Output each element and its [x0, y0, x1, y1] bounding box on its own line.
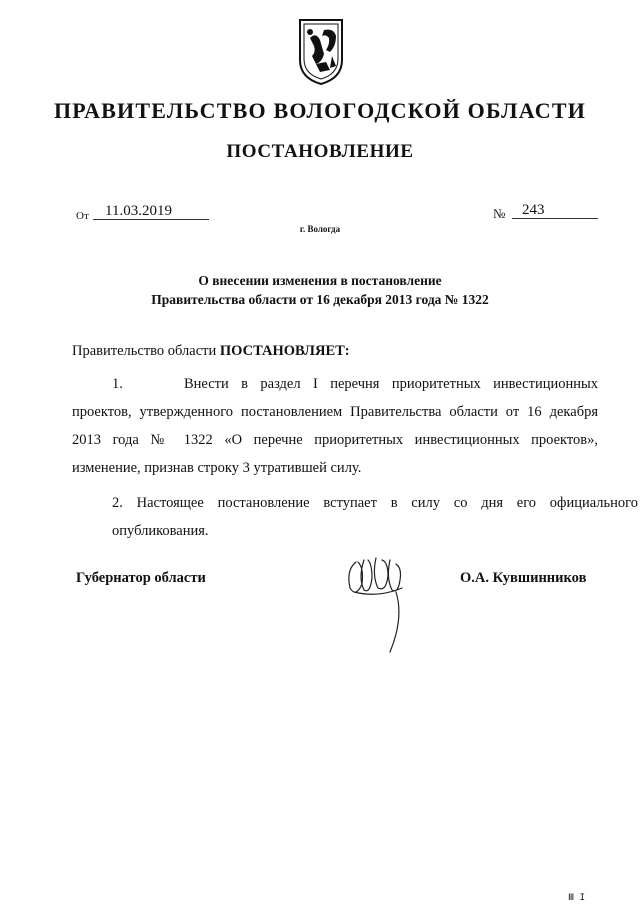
coat-of-arms-emblem	[296, 16, 346, 86]
subject-line-1: О внесении изменения в постановление	[198, 273, 442, 288]
preamble-text: Правительство области	[72, 343, 220, 359]
preamble-decree-word: ПОСТАНОВЛЯЕТ:	[219, 343, 350, 359]
paragraph-2: 2. Настоящее постановление вступает в силу со дня его официального опубликования.	[112, 495, 638, 539]
city-label: г. Вологда	[299, 224, 341, 234]
signatory-name: О.А. Кувшинников	[460, 570, 587, 586]
organization-title: ПРАВИТЕЛЬСТВО ВОЛОГОДСКОЙ ОБЛАСТИ	[53, 98, 587, 123]
signatory-position: Губернатор области	[76, 570, 206, 586]
subject-heading	[0, 271, 640, 309]
number-label: №	[493, 206, 506, 221]
date-value: 11.03.2019	[93, 202, 209, 220]
paragraph-1-number: 1.	[112, 376, 123, 392]
footer-mark: Ⅲ I	[568, 893, 586, 903]
preamble	[72, 343, 350, 360]
handwritten-signature	[342, 548, 412, 658]
paragraph-1-text: Внести в раздел I перечня приоритетных инвестиционных проектов, утвержденного постановлением Правительства области от 16 декабря 2013 года № 1322 «О перечне приоритетных инвестиционных проектов», изменение, признав строку 3 утратившей силу.	[72, 376, 598, 476]
paragraph-1	[72, 370, 598, 482]
document-type-title: ПОСТАНОВЛЕНИЕ	[226, 141, 414, 162]
date-label: От	[76, 210, 89, 222]
subject-line-2: Правительства области от 16 декабря 2013 года № 1322	[151, 292, 489, 307]
document-number: 243	[512, 201, 598, 219]
